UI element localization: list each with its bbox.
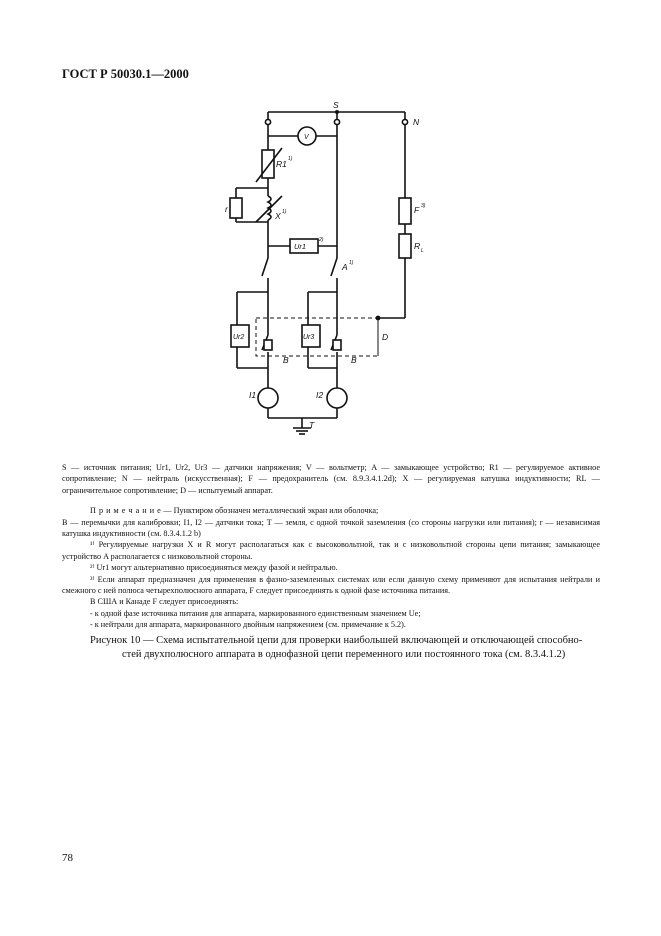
note-label: П р и м е ч а н и е [90, 506, 162, 516]
document-header: ГОСТ Р 50030.1—2000 [62, 67, 189, 81]
legend-designations: S — источник питания; Ur1, Ur2, Ur3 — датчики напряжения; V — вольтметр; A — замыкающее устройство; R1 — регулируемое активное сопротивление; N — нейтраль (искусственная); F — предохранитель (см. 8.9.3.4.1.2d); X — регулируемая катушка индуктивности; RL — ограничительное сопротивление; D — испытуемый аппарат. [62, 463, 600, 495]
label-F: F [414, 205, 420, 215]
legend-note [62, 505, 600, 516]
label-D: D [382, 332, 389, 342]
label-I1: I1 [249, 390, 257, 400]
usa-note: В США и Канаде F следует присоединять: [90, 597, 239, 607]
label-sup3: 3) [421, 203, 426, 209]
label-sup2: 2) [319, 237, 324, 243]
label-T: T [309, 420, 315, 430]
caption-line-2: стей двухполюсного аппарата в однофазной цепи переменного или постоянного тока (см. 8.3.4.1.2) [122, 648, 566, 660]
label-r: r [225, 204, 228, 214]
label-Ur2: Ur2 [233, 334, 245, 341]
label-N: N [413, 117, 420, 127]
label-B1: B [283, 355, 289, 365]
usa-item-2: - к нейтрали для аппарата, маркированного двойным напряжением (см. примечание к 5.2). [90, 620, 406, 630]
label-RL-sub: L [421, 248, 424, 254]
label-A: A [342, 262, 348, 272]
label-B2: B [351, 355, 357, 365]
label-sup1a: 1) [288, 156, 293, 162]
footnote-3: ³⁾ Если аппарат предназначен для применения в фазно-заземленных системах или если данную схему применяют для испытания нейтрали и смежного с ней полюса четырехполюсного аппарата, F следует присоединять к одной фазе источника питания. [62, 574, 600, 596]
label-X: X [275, 211, 281, 221]
label-sup1b: 1) [282, 209, 287, 215]
label-Ur3: Ur3 [303, 334, 315, 341]
label-I2: I2 [316, 390, 324, 400]
legend-note-items: B — перемычки для калибровки; I1, I2 — датчики тока; T — земля, с одной точкой заземления (со стороны нагрузки или питания); r — независимая катушка индуктивности (см. 8.3.4.1.2 b) [62, 517, 600, 539]
note-text: — Пунктиром обозначен металлический экран или оболочка; [161, 506, 379, 516]
label-Ur1: Ur1 [294, 242, 307, 251]
footnote-1: ¹⁾ Регулируемые нагрузки X и R могут располагаться как с высоковольтной, так и с низковольтной стороны цепи питания; замыкающее устройство A располагается с низковольтной стороны. [62, 540, 600, 561]
diagram-legend [62, 462, 600, 631]
circuit-diagram [0, 0, 661, 460]
figure-caption [62, 634, 602, 661]
page-number: 78 [62, 852, 73, 864]
label-RL: R [414, 241, 421, 251]
usa-item-1: - к одной фазе источника питания для аппарата, маркированного единственным значением Ue; [90, 608, 421, 618]
caption-line-1: Рисунок 10 — Схема испытательной цепи для проверки наибольшей включающей и отключающей способно- [90, 635, 583, 646]
footnote-2: ²⁾ Ur1 могут альтернативно присоединяться между фазой и нейтралью. [90, 563, 338, 573]
label-V: V [304, 134, 309, 141]
label-S: S [333, 100, 339, 110]
label-sup1c: 1) [349, 260, 354, 266]
label-R1: R1 [276, 159, 287, 169]
